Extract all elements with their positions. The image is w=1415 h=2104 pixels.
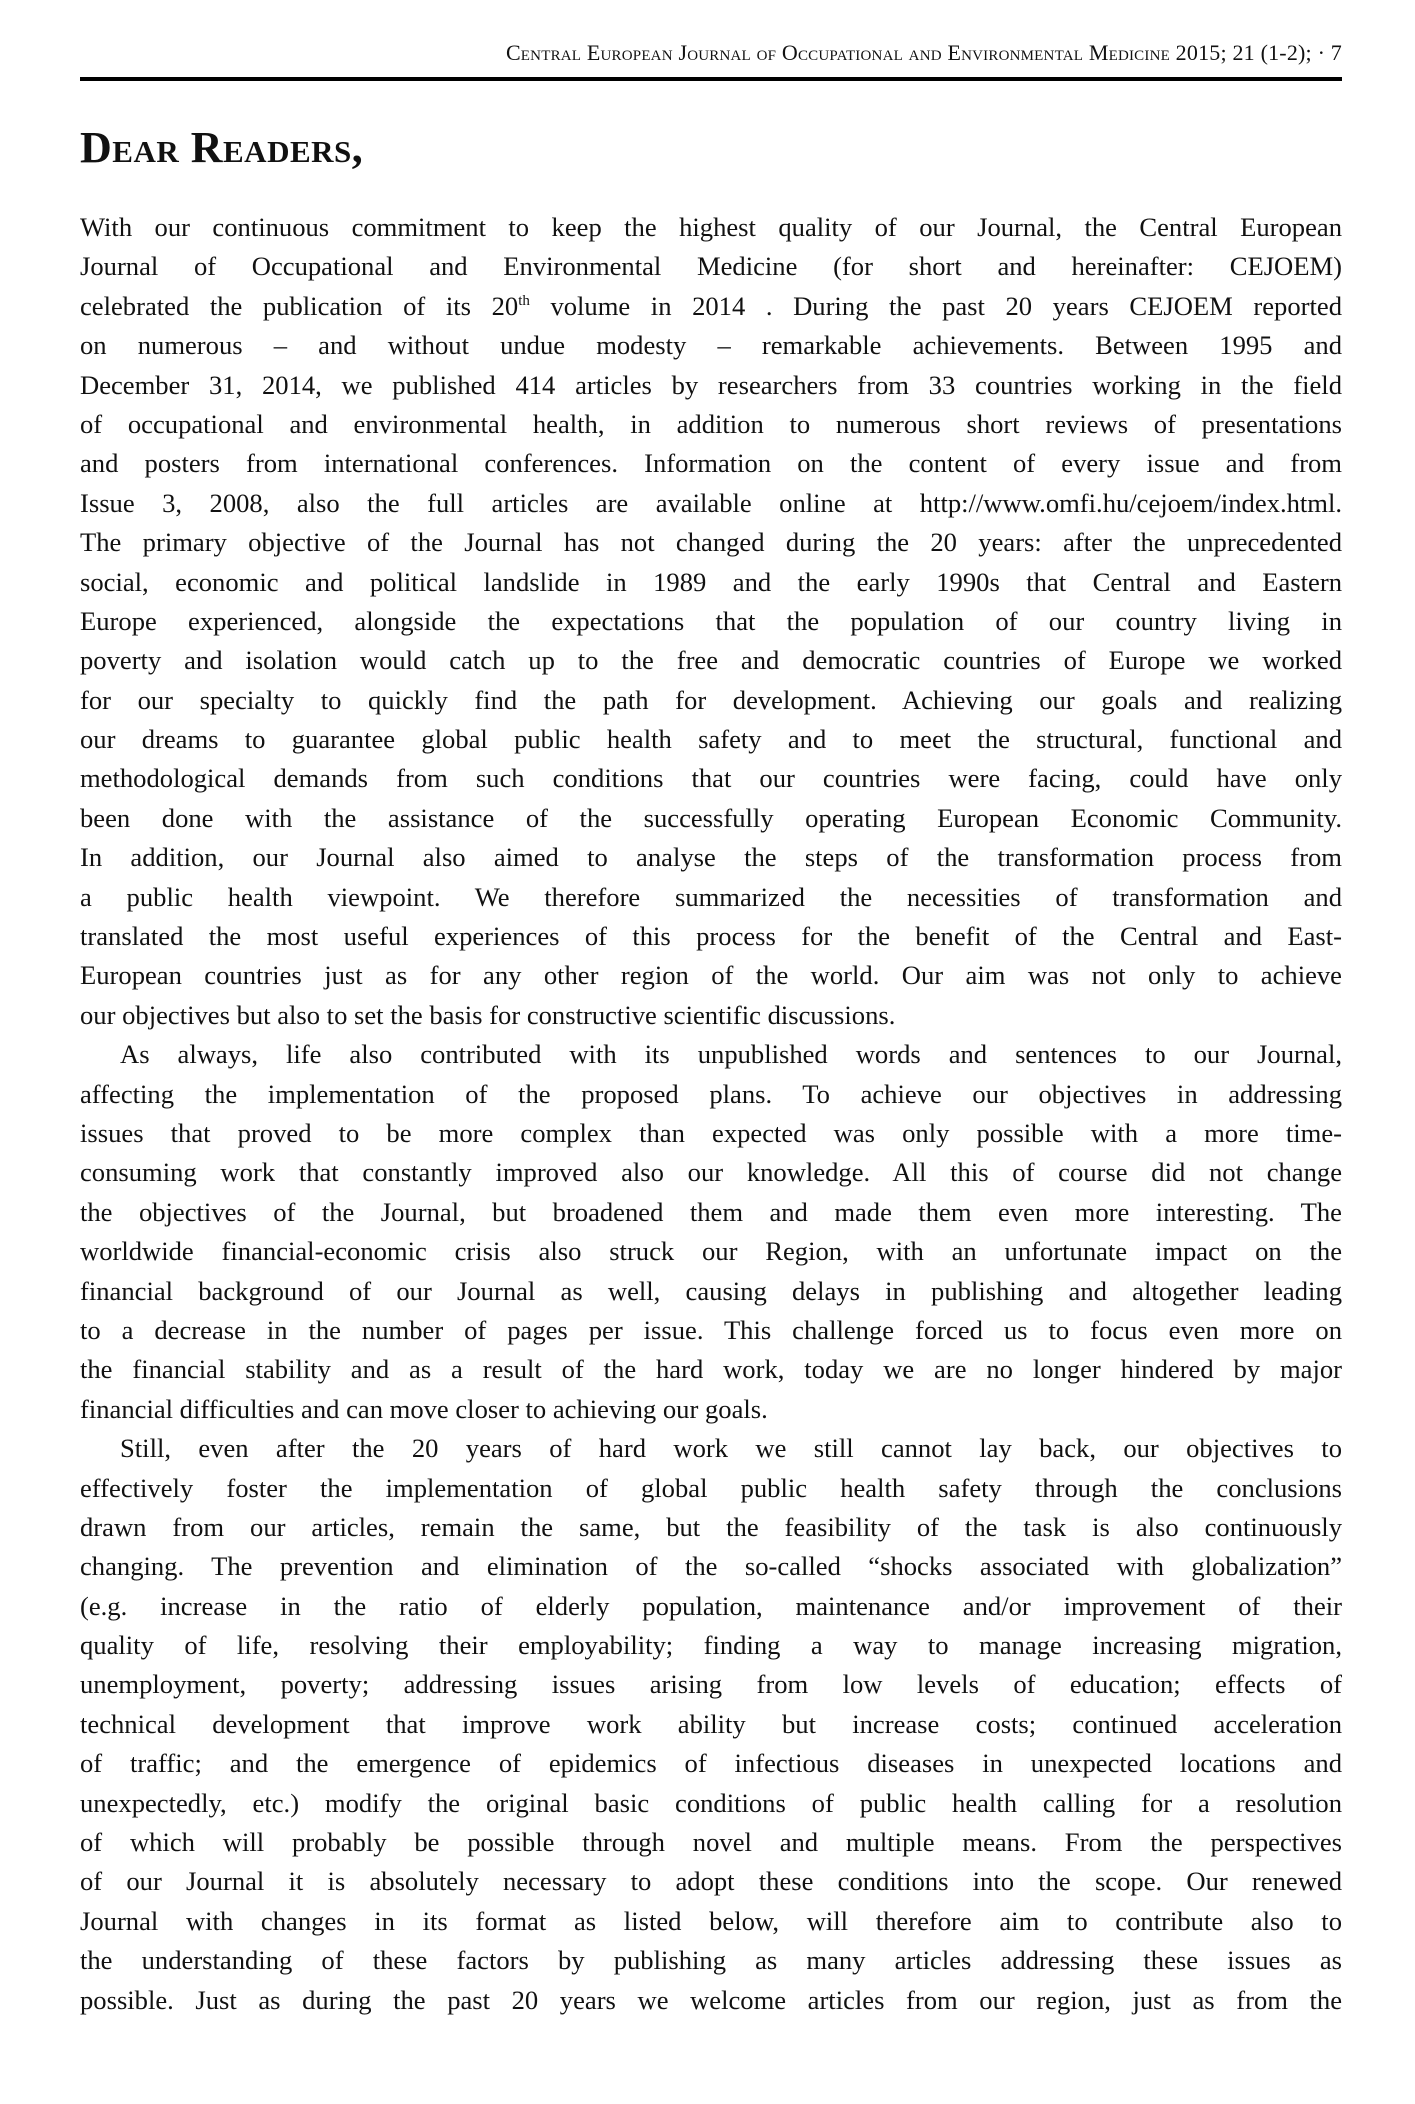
- text-line: issues that proved to be more complex than expected was only possible with a more time-: [80, 1117, 1342, 1148]
- text-line: of our Journal it is absolutely necessary to adopt these conditions into the scope. Our renewed: [80, 1866, 1342, 1897]
- text-segment: volume in 2014 . During the past 20 years CEJOEM reported: [529, 290, 1342, 321]
- text-line: for our specialty to quickly find the path for development. Achieving our goals and realizing: [80, 684, 1342, 715]
- text-line: the financial stability and as a result of the hard work, today we are no longer hindered by major: [80, 1354, 1342, 1385]
- text-line-with-url: Issue 3, 2008, also the full articles are available online at http://www.omfi.hu/cejoem/index.html.: [80, 487, 1342, 518]
- text-line: Still, even after the 20 years of hard work we still cannot lay back, our objectives to: [120, 1433, 1342, 1464]
- text-line: methodological demands from such conditions that our countries were facing, could have only: [80, 763, 1342, 794]
- text-line-with-superscript: [80, 287, 1342, 326]
- page-title: Dear Readers,: [80, 123, 364, 172]
- text-line: of traffic; and the emergence of epidemics of infectious diseases in unexpected locations and: [80, 1748, 1342, 1779]
- text-line: the objectives of the Journal, but broadened them and made them even more interesting. The: [80, 1196, 1342, 1227]
- text-line: Europe experienced, alongside the expectations that the population of our country living in: [80, 605, 1342, 636]
- text-line: our objectives but also to set the basis for constructive scientific discussions.: [80, 999, 896, 1030]
- text-line: a public health viewpoint. We therefore summarized the necessities of transformation and: [80, 881, 1342, 912]
- text-line: changing. The prevention and elimination of the so-called “shocks associated with globalization”: [80, 1551, 1342, 1582]
- text-line: In addition, our Journal also aimed to analyse the steps of the transformation process from: [80, 842, 1342, 873]
- header-rule: [80, 77, 1342, 81]
- text-line: of which will probably be possible through novel and multiple means. From the perspectives: [80, 1827, 1342, 1858]
- text-line: and posters from international conferences. Information on the content of every issue and from: [80, 448, 1342, 479]
- paragraph-1: [80, 208, 1342, 1035]
- text-line: drawn from our articles, remain the same, but the feasibility of the task is also continuously: [80, 1511, 1342, 1542]
- text-line: affecting the implementation of the proposed plans. To achieve our objectives in addressing: [80, 1078, 1342, 1109]
- text-line: our dreams to guarantee global public health safety and to meet the structural, functional and: [80, 724, 1342, 755]
- paragraph-2: [80, 1035, 1342, 1429]
- text-line: translated the most useful experiences of this process for the benefit of the Central and East-: [80, 921, 1342, 952]
- text-line: (e.g. increase in the ratio of elderly population, maintenance and/or improvement of their: [80, 1590, 1342, 1621]
- text-line: As always, life also contributed with its unpublished words and sentences to our Journal,: [120, 1039, 1342, 1070]
- text-line: of occupational and environmental health, in addition to numerous short reviews of presentations: [80, 408, 1342, 439]
- text-line: unemployment, poverty; addressing issues arising from low levels of education; effects of: [80, 1669, 1342, 1700]
- text-line: poverty and isolation would catch up to the free and democratic countries of Europe we worked: [80, 645, 1342, 676]
- text-line: technical development that improve work ability but increase costs; continued acceleration: [80, 1708, 1342, 1739]
- text-line: European countries just as for any other region of the world. Our aim was not only to achieve: [80, 960, 1342, 991]
- text-line: December 31, 2014, we published 414 articles by researchers from 33 countries working in the field: [80, 369, 1342, 400]
- text-line: quality of life, resolving their employability; finding a way to manage increasing migration,: [80, 1630, 1342, 1661]
- text-line: on numerous – and without undue modesty – remarkable achievements. Between 1995 and: [80, 330, 1342, 361]
- text-line: social, economic and political landslide in 1989 and the early 1990s that Central and Eastern: [80, 566, 1342, 597]
- text-line: worldwide financial-economic crisis also struck our Region, with an unfortunate impact on the: [80, 1236, 1342, 1267]
- text-line: Journal of Occupational and Environmental Medicine (for short and hereinafter: CEJOEM): [80, 251, 1342, 282]
- text-line: financial background of our Journal as well, causing delays in publishing and altogether leading: [80, 1275, 1342, 1306]
- text-line: been done with the assistance of the successfully operating European Economic Community.: [80, 802, 1342, 833]
- text-segment: celebrated the publication of its 20: [80, 290, 519, 321]
- text-line: consuming work that constantly improved also our knowledge. All this of course did not change: [80, 1157, 1342, 1188]
- text-line: Journal with changes in its format as listed below, will therefore aim to contribute also to: [80, 1905, 1342, 1936]
- text-line: to a decrease in the number of pages per issue. This challenge forced us to focus even more on: [80, 1314, 1342, 1345]
- text-line: possible. Just as during the past 20 years we welcome articles from our region, just as from the: [80, 1984, 1342, 2015]
- article-body: [80, 208, 1342, 2020]
- ordinal-superscript: th: [518, 292, 530, 309]
- text-line: effectively foster the implementation of global public health safety through the conclusions: [80, 1472, 1342, 1503]
- text-line: The primary objective of the Journal has not changed during the 20 years: after the unprecedented: [80, 527, 1342, 558]
- text-line: With our continuous commitment to keep the highest quality of our Journal, the Central European: [80, 212, 1342, 242]
- text-line: financial difficulties and can move closer to achieving our goals.: [80, 1393, 768, 1424]
- paragraph-3: [80, 1429, 1342, 2020]
- running-header: Central European Journal of Occupational and Environmental Medicine 2015; 21 (1-2); · 7: [505, 40, 1342, 65]
- text-line: unexpectedly, etc.) modify the original basic conditions of public health calling for a resolution: [80, 1787, 1342, 1818]
- text-line: the understanding of these factors by publishing as many articles addressing these issues as: [80, 1945, 1342, 1976]
